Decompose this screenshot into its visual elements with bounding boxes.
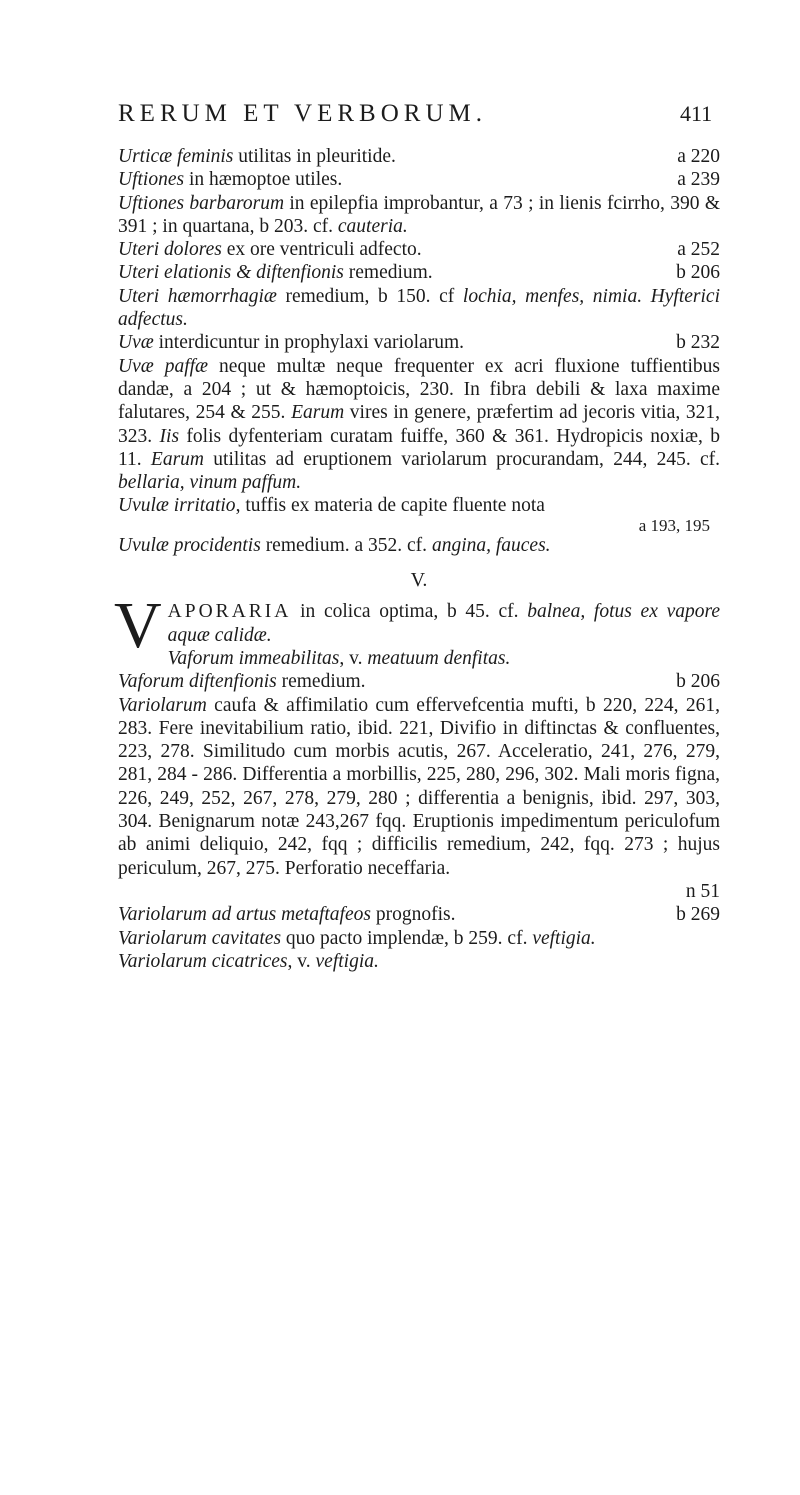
entry-text: utilitas in pleuritide. — [233, 146, 396, 167]
entry-term: Vaforum diftenfionis — [118, 671, 277, 693]
index-entry — [118, 494, 720, 517]
entry-term: Variolarum cavitates — [118, 927, 282, 949]
index-entry — [118, 903, 720, 926]
entry-italic: Earum — [150, 448, 205, 470]
entry-text: , tuffis ex materia de capite fluente nota — [235, 495, 545, 517]
entry-text: folis dyfenteriam curatam fuiffe, 360 & 361. Hydropicis noxiæ, b 11. — [118, 425, 720, 470]
entry-term: Variolarum — [118, 694, 207, 716]
entry-term: APORARIA — [167, 601, 292, 623]
entry-text: neque multæ neque frequenter ex acri fluxione tuffientibus dandæ, a 204 ; ut & hæmoptoicis, 230. In fibra debili & laxa maxime falutares, 254 & 255. — [118, 355, 720, 424]
entry-crossref: bellaria, vinum paffum. — [118, 472, 302, 494]
running-header — [118, 100, 718, 128]
entry-term: Uteri elationis & diftenfionis — [118, 262, 344, 284]
entry-term: Uftiones barbarorum — [118, 192, 285, 214]
entry-text: vires in genere, præfertim ad jecoris vitia, 321, 323. — [118, 402, 721, 447]
entry-text: , v. — [339, 647, 368, 669]
entry-ref: b 232 — [676, 332, 720, 354]
index-entry — [118, 694, 720, 904]
index-entry — [118, 534, 720, 557]
index-entry — [118, 927, 720, 950]
entry-term: Variolarum cicatrices — [118, 950, 288, 972]
index-entry — [118, 331, 720, 354]
entry-text: quo pacto implendæ, b 259. cf. — [281, 927, 533, 949]
entry-ref: a 252 — [677, 239, 720, 261]
entry-ref: a 239 — [677, 169, 720, 191]
index-entries — [114, 145, 721, 973]
entry-crossref: balnea, fotus ex vapore aquæ calidæ. — [167, 601, 720, 646]
entry-crossref: meatuum denfitas. — [367, 647, 511, 669]
entry-crossref: cauteria. — [337, 215, 408, 237]
running-title: RERUM ET VERBORUM. — [118, 100, 487, 127]
entry-term: Uteri dolores — [118, 239, 222, 261]
entry-ref: b 269 — [676, 904, 720, 926]
entry-term: Vaforum immeabilitas — [167, 647, 340, 669]
index-entry — [118, 238, 720, 261]
entry-text: , v. — [287, 950, 316, 972]
entry-ref: a 193, 195 — [638, 515, 710, 535]
entry-text: remedium. a 352. cf. — [260, 534, 432, 556]
entry-ref: n 51 — [685, 880, 720, 902]
entry-ref: b 206 — [676, 262, 720, 284]
entry-italic: Earum — [291, 402, 345, 424]
entry-text: remedium. — [343, 262, 433, 284]
entry-term: Uvulæ procidentis — [118, 534, 261, 556]
index-entry — [118, 145, 720, 168]
entry-text: caufa & affimilatio cum effervefcentia mufti, b 220, 224, 261, 283. Fere inevitabilium ratio, ibid. 221, Divifio in diftinctas & confluentes, 223, 278. Similitudo cum morbis acutis, 267. Acceleratio, 241, 276, 279, 281, 284 - 286. Differentia a morbillis, 225, 280, 296, 302. Mali moris figna, 226, 249, 252, 267, 278, 279, 280 ; differentia a benignis, ibid. 297, 303, 304. Benignarum notæ 243,267 fqq. Eruptionis impedimentum periculofum ab animi deliquio, 242, fqq ; difficilis remedium, 242, fqq. 273 ; hujus periculum, 267, 275. Perforatio neceffaria. — [118, 694, 720, 879]
page-number: 411 — [680, 101, 713, 126]
entry-text: remedium. — [276, 671, 366, 693]
entry-crossref: lochia, menfes, nimia. Hyfterici adfectus. — [118, 285, 720, 331]
entry-crossref: veftigia. — [315, 950, 379, 972]
entry-text: interdicuntur in prophylaxi variolarum. — [153, 332, 465, 354]
index-entry — [118, 647, 720, 670]
entry-text: remedium, b 150. cf — [276, 285, 463, 307]
entry-term: Uftiones — [118, 169, 185, 191]
index-entry — [118, 168, 720, 191]
entry-term: Variolarum ad artus metaftafeos — [118, 904, 371, 926]
entry-term: Uvæ paffæ — [118, 355, 209, 377]
entry-text: in hæmoptoe utiles. — [184, 169, 343, 191]
index-entry — [118, 192, 720, 239]
entry-term: Uvæ — [118, 332, 154, 354]
entry-text: ex ore ventriculi adfecto. — [221, 239, 422, 261]
index-entry — [118, 285, 720, 332]
entry-text: in epilepfia improbantur, a 73 ; in lienis fcirrho, 390 & 391 ; in quartana, b 203. cf. — [118, 192, 720, 237]
entry-crossref: angina, fauces. — [431, 534, 551, 556]
index-entry — [118, 950, 720, 973]
drop-capital: V — [114, 589, 162, 663]
entry-term: Urticæ feminis — [118, 146, 234, 167]
entry-text: utilitas ad eruptionem variolarum procurandam, 244, 245. cf. — [204, 448, 720, 470]
entry-text: prognofis. — [370, 904, 456, 926]
index-entry — [118, 261, 720, 284]
entry-term: Uvulæ irritatio — [118, 495, 236, 517]
index-entry — [118, 670, 720, 693]
entry-crossref: veftigia. — [532, 927, 596, 949]
entry-term: Uteri hæmorrhagiæ — [118, 285, 277, 307]
entry-text: in colica optima, b 45. cf. — [291, 601, 528, 623]
entry-ref: a 220 — [677, 146, 720, 167]
entry-ref: b 206 — [676, 671, 720, 693]
entry-italic: Iis — [159, 425, 180, 447]
section-heading: V. — [410, 569, 428, 592]
index-entry — [118, 355, 720, 495]
